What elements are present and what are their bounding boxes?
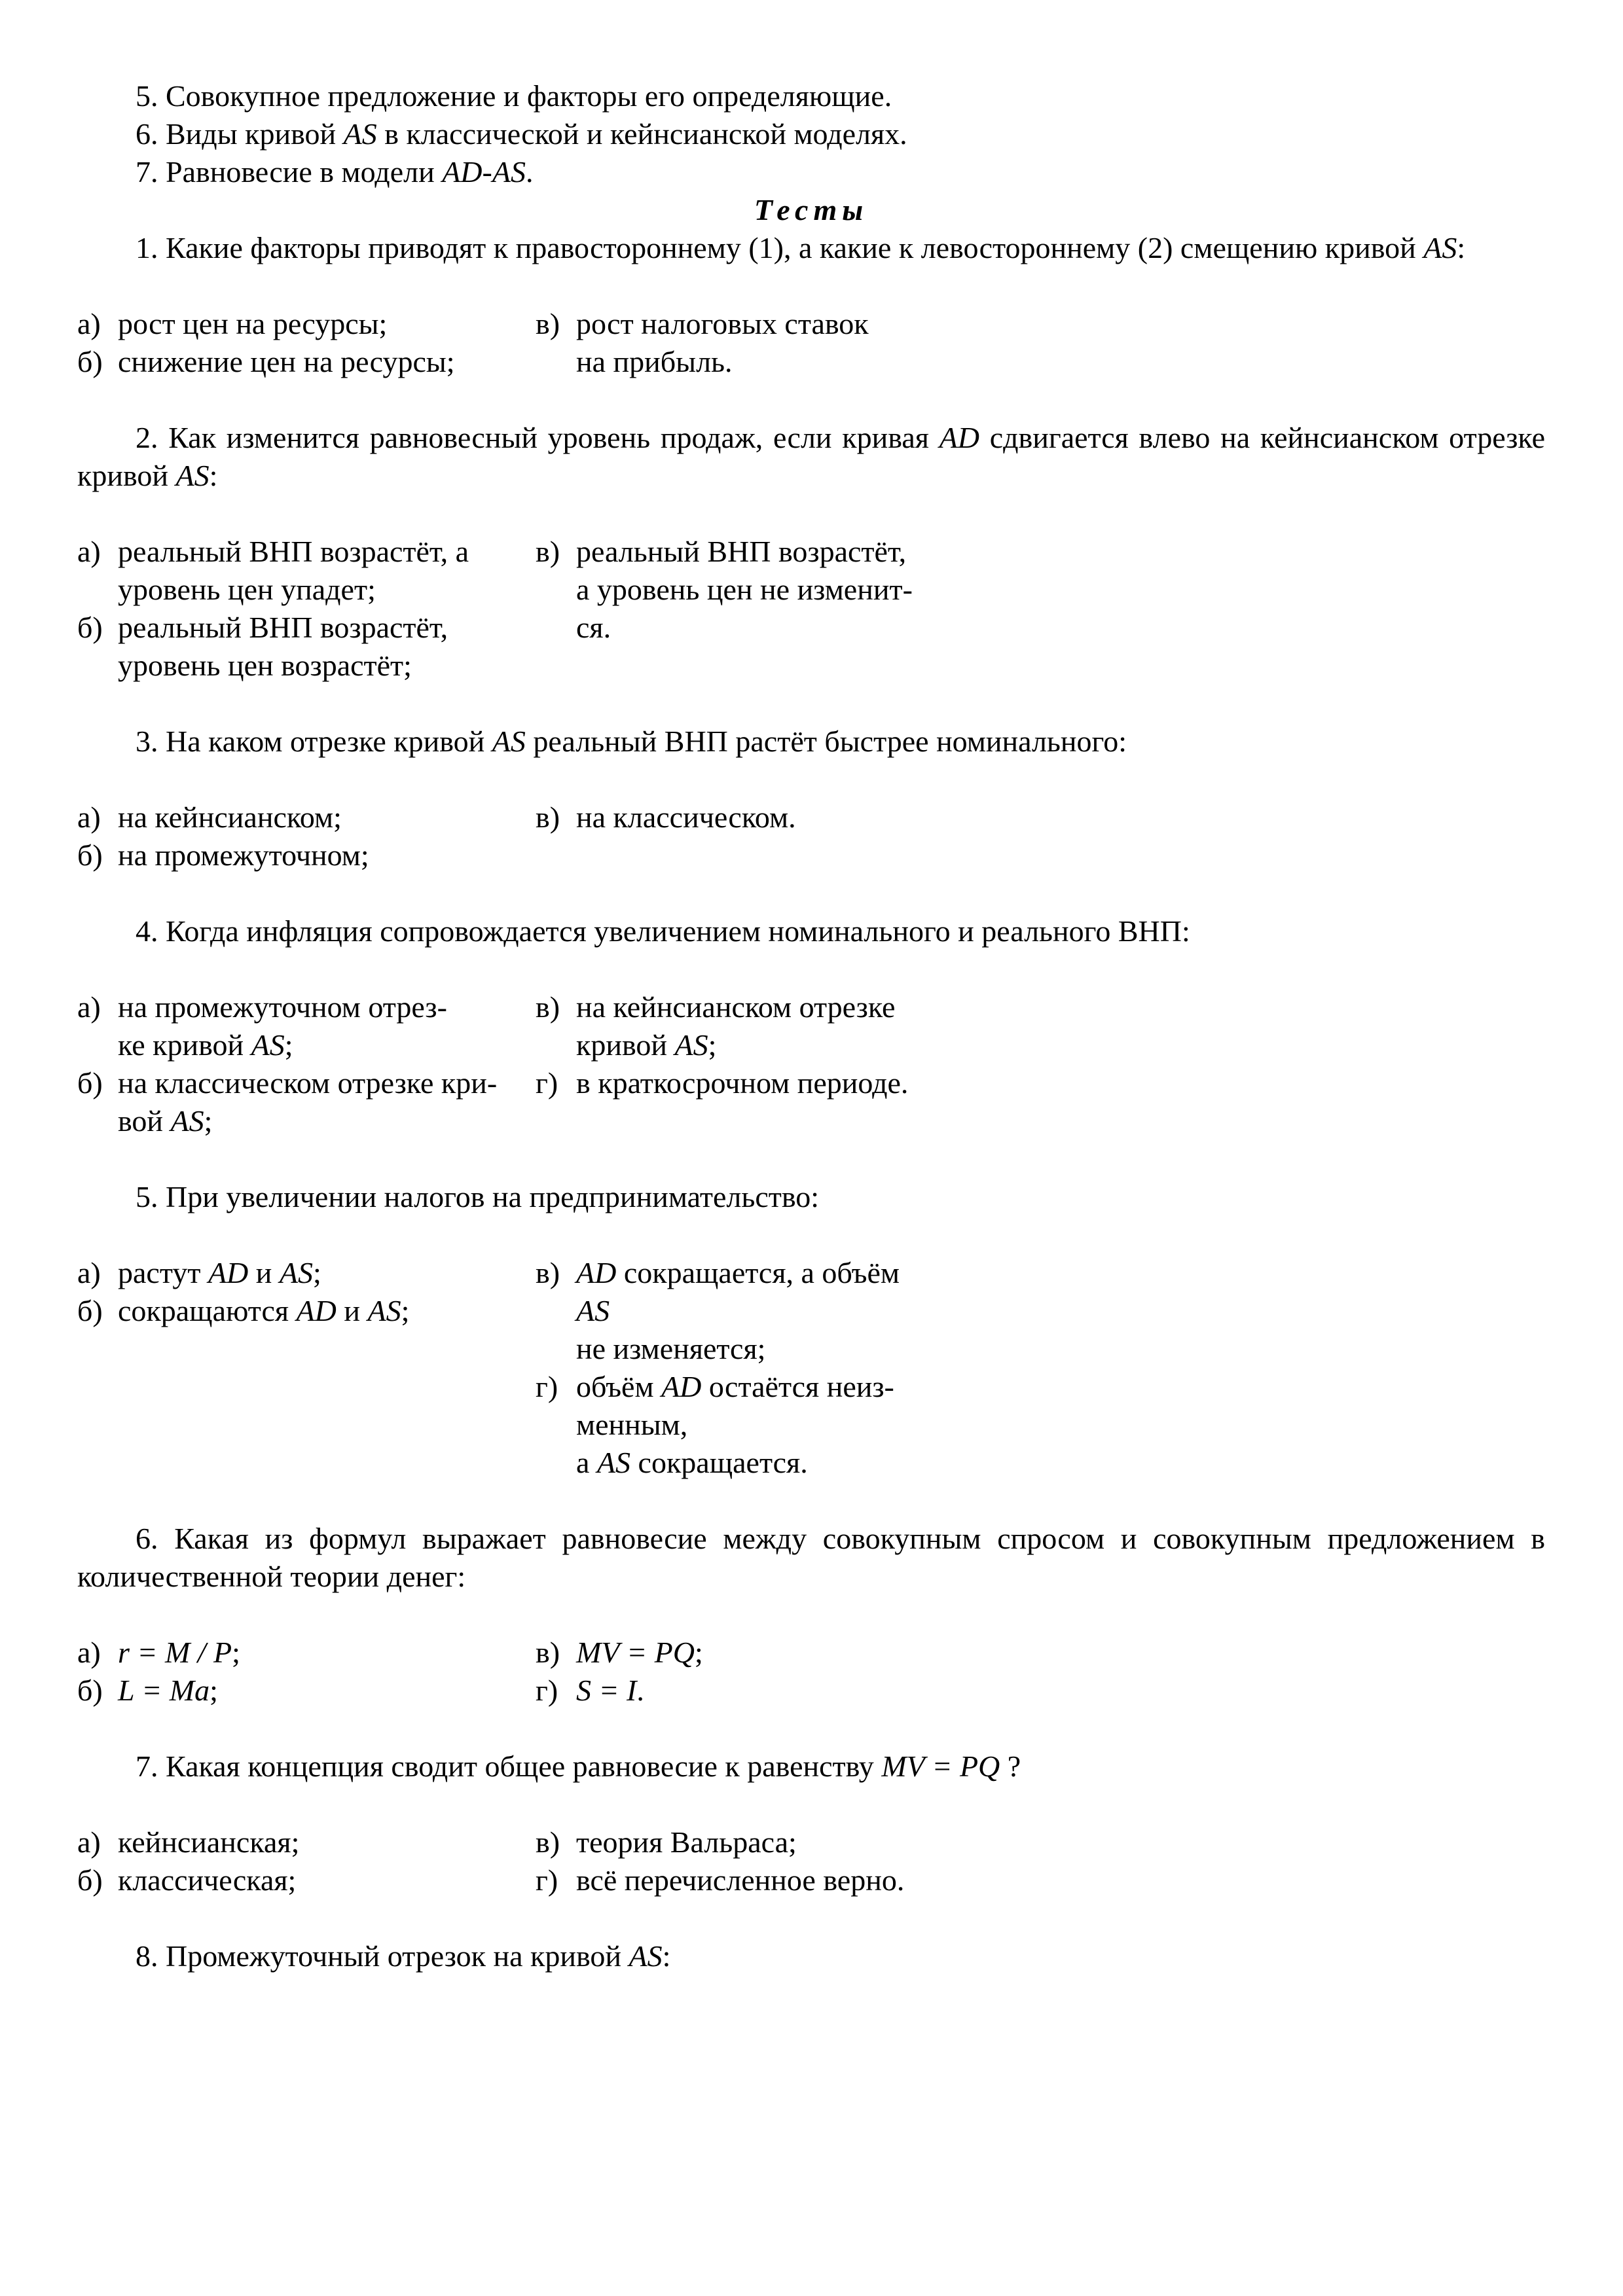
option-g: г) всё перечисленное верно. bbox=[536, 1863, 905, 1897]
option-v: в) MV = PQ; bbox=[536, 1636, 703, 1669]
option-b: б) реальный ВНП возрастёт, bbox=[77, 611, 448, 644]
option-g: г) S = I. bbox=[536, 1674, 644, 1707]
document-page bbox=[77, 77, 1545, 1975]
question-1: 1. Какие факторы приводят к правостороннему (1), а какие к левостороннему (2) смещению кривой AS: bbox=[136, 231, 1466, 264]
option-g: г) объём AD остаётся неиз- bbox=[536, 1370, 894, 1403]
question-5-options bbox=[77, 1254, 1545, 1482]
question-6: 6. Какая из формул выражает равновесие между совокупным спросом и совокупным предложением в количественной теории денег: bbox=[77, 1522, 1545, 1593]
option-b: б) сокращаются AD и AS; bbox=[77, 1294, 410, 1327]
question-4-options bbox=[77, 988, 1545, 1140]
question-8: 8. Промежуточный отрезок на кривой AS: bbox=[136, 1939, 671, 1973]
option-v: в) реальный ВНП возрастёт, bbox=[536, 535, 907, 568]
option-b: б) на классическом отрезке кри- bbox=[77, 1066, 498, 1100]
tests-heading: Тесты bbox=[754, 193, 869, 226]
question-4: 4. Когда инфляция сопровождается увеличением номинального и реального ВНП: bbox=[136, 914, 1190, 948]
topic-7: 7. Равновесие в модели AD-AS. bbox=[136, 155, 534, 188]
question-2: 2. Как изменится равновесный уровень продаж, если кривая AD сдвигается влево на кейнсианском отрезке кривой AS: bbox=[77, 421, 1546, 492]
option-a: а) на кейнсианском; bbox=[77, 800, 342, 834]
option-a-cont: уровень цен упадет; bbox=[118, 573, 376, 606]
topic-5: 5. Совокупное предложение и факторы его определяющие. bbox=[136, 79, 892, 113]
option-b-cont: вой AS; bbox=[118, 1104, 213, 1138]
option-a: а) r = M / P; bbox=[77, 1636, 240, 1669]
question-2-options bbox=[77, 533, 1545, 685]
question-3-options bbox=[77, 798, 1545, 874]
option-v-cont2: ся. bbox=[576, 611, 611, 644]
question-6-options bbox=[77, 1634, 1545, 1710]
option-v-cont: кривой AS; bbox=[576, 1028, 717, 1062]
option-b: б) на промежуточном; bbox=[77, 838, 369, 872]
option-b: б) классическая; bbox=[77, 1863, 297, 1897]
option-v-cont: на прибыль. bbox=[576, 345, 733, 378]
option-g-cont2: а AS сокращается. bbox=[576, 1446, 808, 1479]
option-a: а) кейнсианская; bbox=[77, 1825, 300, 1859]
question-5: 5. При увеличении налогов на предпринимательство: bbox=[136, 1180, 820, 1213]
question-1-options bbox=[77, 305, 1545, 381]
question-3: 3. На каком отрезке кривой AS реальный ВНП растёт быстрее номинального: bbox=[136, 725, 1127, 758]
option-b: б) L = Ma; bbox=[77, 1674, 218, 1707]
option-v: в) теория Вальраса; bbox=[536, 1825, 797, 1859]
option-g-cont: менным, bbox=[576, 1408, 688, 1441]
option-v-cont: а уровень цен не изменит- bbox=[576, 573, 913, 606]
option-v: в) на кейнсианском отрезке bbox=[536, 990, 896, 1024]
option-b-cont: уровень цен возрастёт; bbox=[118, 649, 412, 682]
option-a: а) рост цен на ресурсы; bbox=[77, 307, 388, 340]
option-v: в) на классическом. bbox=[536, 800, 796, 834]
option-a: а) растут AD и AS; bbox=[77, 1256, 321, 1289]
option-a-cont: ке кривой AS; bbox=[118, 1028, 293, 1062]
topic-6: 6. Виды кривой AS в классической и кейнсианской моделях. bbox=[136, 117, 907, 151]
option-v-as: AS bbox=[576, 1294, 610, 1327]
option-v: в) AD сокращается, а объём bbox=[536, 1256, 900, 1289]
option-b: б) снижение цен на ресурсы; bbox=[77, 345, 455, 378]
option-a: а) на промежуточном отрез- bbox=[77, 990, 447, 1024]
question-7-options bbox=[77, 1823, 1545, 1899]
question-7: 7. Какая концепция сводит общее равновесие к равенству MV = PQ ? bbox=[136, 1749, 1021, 1783]
option-g: г) в краткосрочном периоде. bbox=[536, 1066, 909, 1100]
option-v-cont: не изменяется; bbox=[576, 1332, 766, 1365]
option-v: в) рост налоговых ставок bbox=[536, 307, 869, 340]
option-a: а) реальный ВНП возрастёт, а bbox=[77, 535, 469, 568]
